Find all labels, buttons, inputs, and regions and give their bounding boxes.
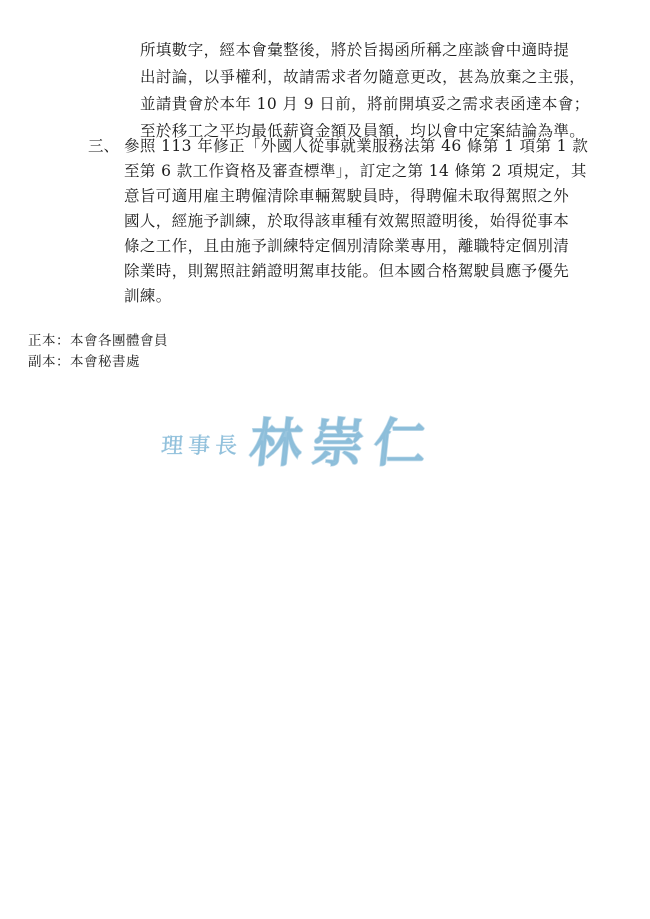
item-three-line: 參照 113 年修正「外國人從事就業服務法第 46 條第 1 項第 1 款: [124, 137, 589, 155]
signature-glyph: 仁: [370, 413, 430, 474]
copy-recipient: 副本：本會秘書處: [28, 354, 140, 370]
signature-title: [160, 434, 238, 459]
signature-glyph: 理: [160, 434, 184, 459]
signature-glyph: 林: [246, 413, 306, 474]
signature-name: [247, 413, 429, 474]
body-line: 並請貴會於本年 10 月 9 日前，將前開填妥之需求表函達本會；: [140, 95, 590, 113]
item-number-three: 三、: [88, 137, 120, 155]
body-line: 所填數字，經本會彙整後，將於旨揭函所稱之座談會中適時提: [140, 41, 570, 59]
signature-glyph: 崇: [308, 413, 368, 474]
item-three-line: 國人，經施予訓練，於取得該車種有效駕照證明後，始得從事本: [124, 212, 570, 230]
body-line: 至於移工之平均最低薪資金額及員額，均以會中定案結論為準。: [140, 122, 586, 140]
item-three-line: 意旨可適用雇主聘僱清除車輛駕駛員時，得聘僱未取得駕照之外: [124, 187, 570, 205]
chairman-signature-stamp: [150, 405, 450, 480]
item-three-line: 訓練。: [124, 287, 172, 305]
original-recipient: 正本：本會各團體會員: [28, 333, 168, 349]
item-three-line: 除業時，則駕照註銷證明駕車技能。但本國合格駕駛員應予優先: [124, 262, 570, 280]
item-three-line: 條之工作，且由施予訓練特定個別清除業專用，離職特定個別清: [124, 237, 570, 255]
signature-glyph: 長: [214, 434, 238, 459]
item-three-line: 至第 6 款工作資格及審查標準」，訂定之第 14 條第 2 項規定，其: [124, 162, 587, 180]
body-line: 出討論，以爭權利，故請需求者勿隨意更改，甚為放棄之主張，: [140, 68, 586, 86]
signature-glyph: 事: [187, 434, 211, 459]
